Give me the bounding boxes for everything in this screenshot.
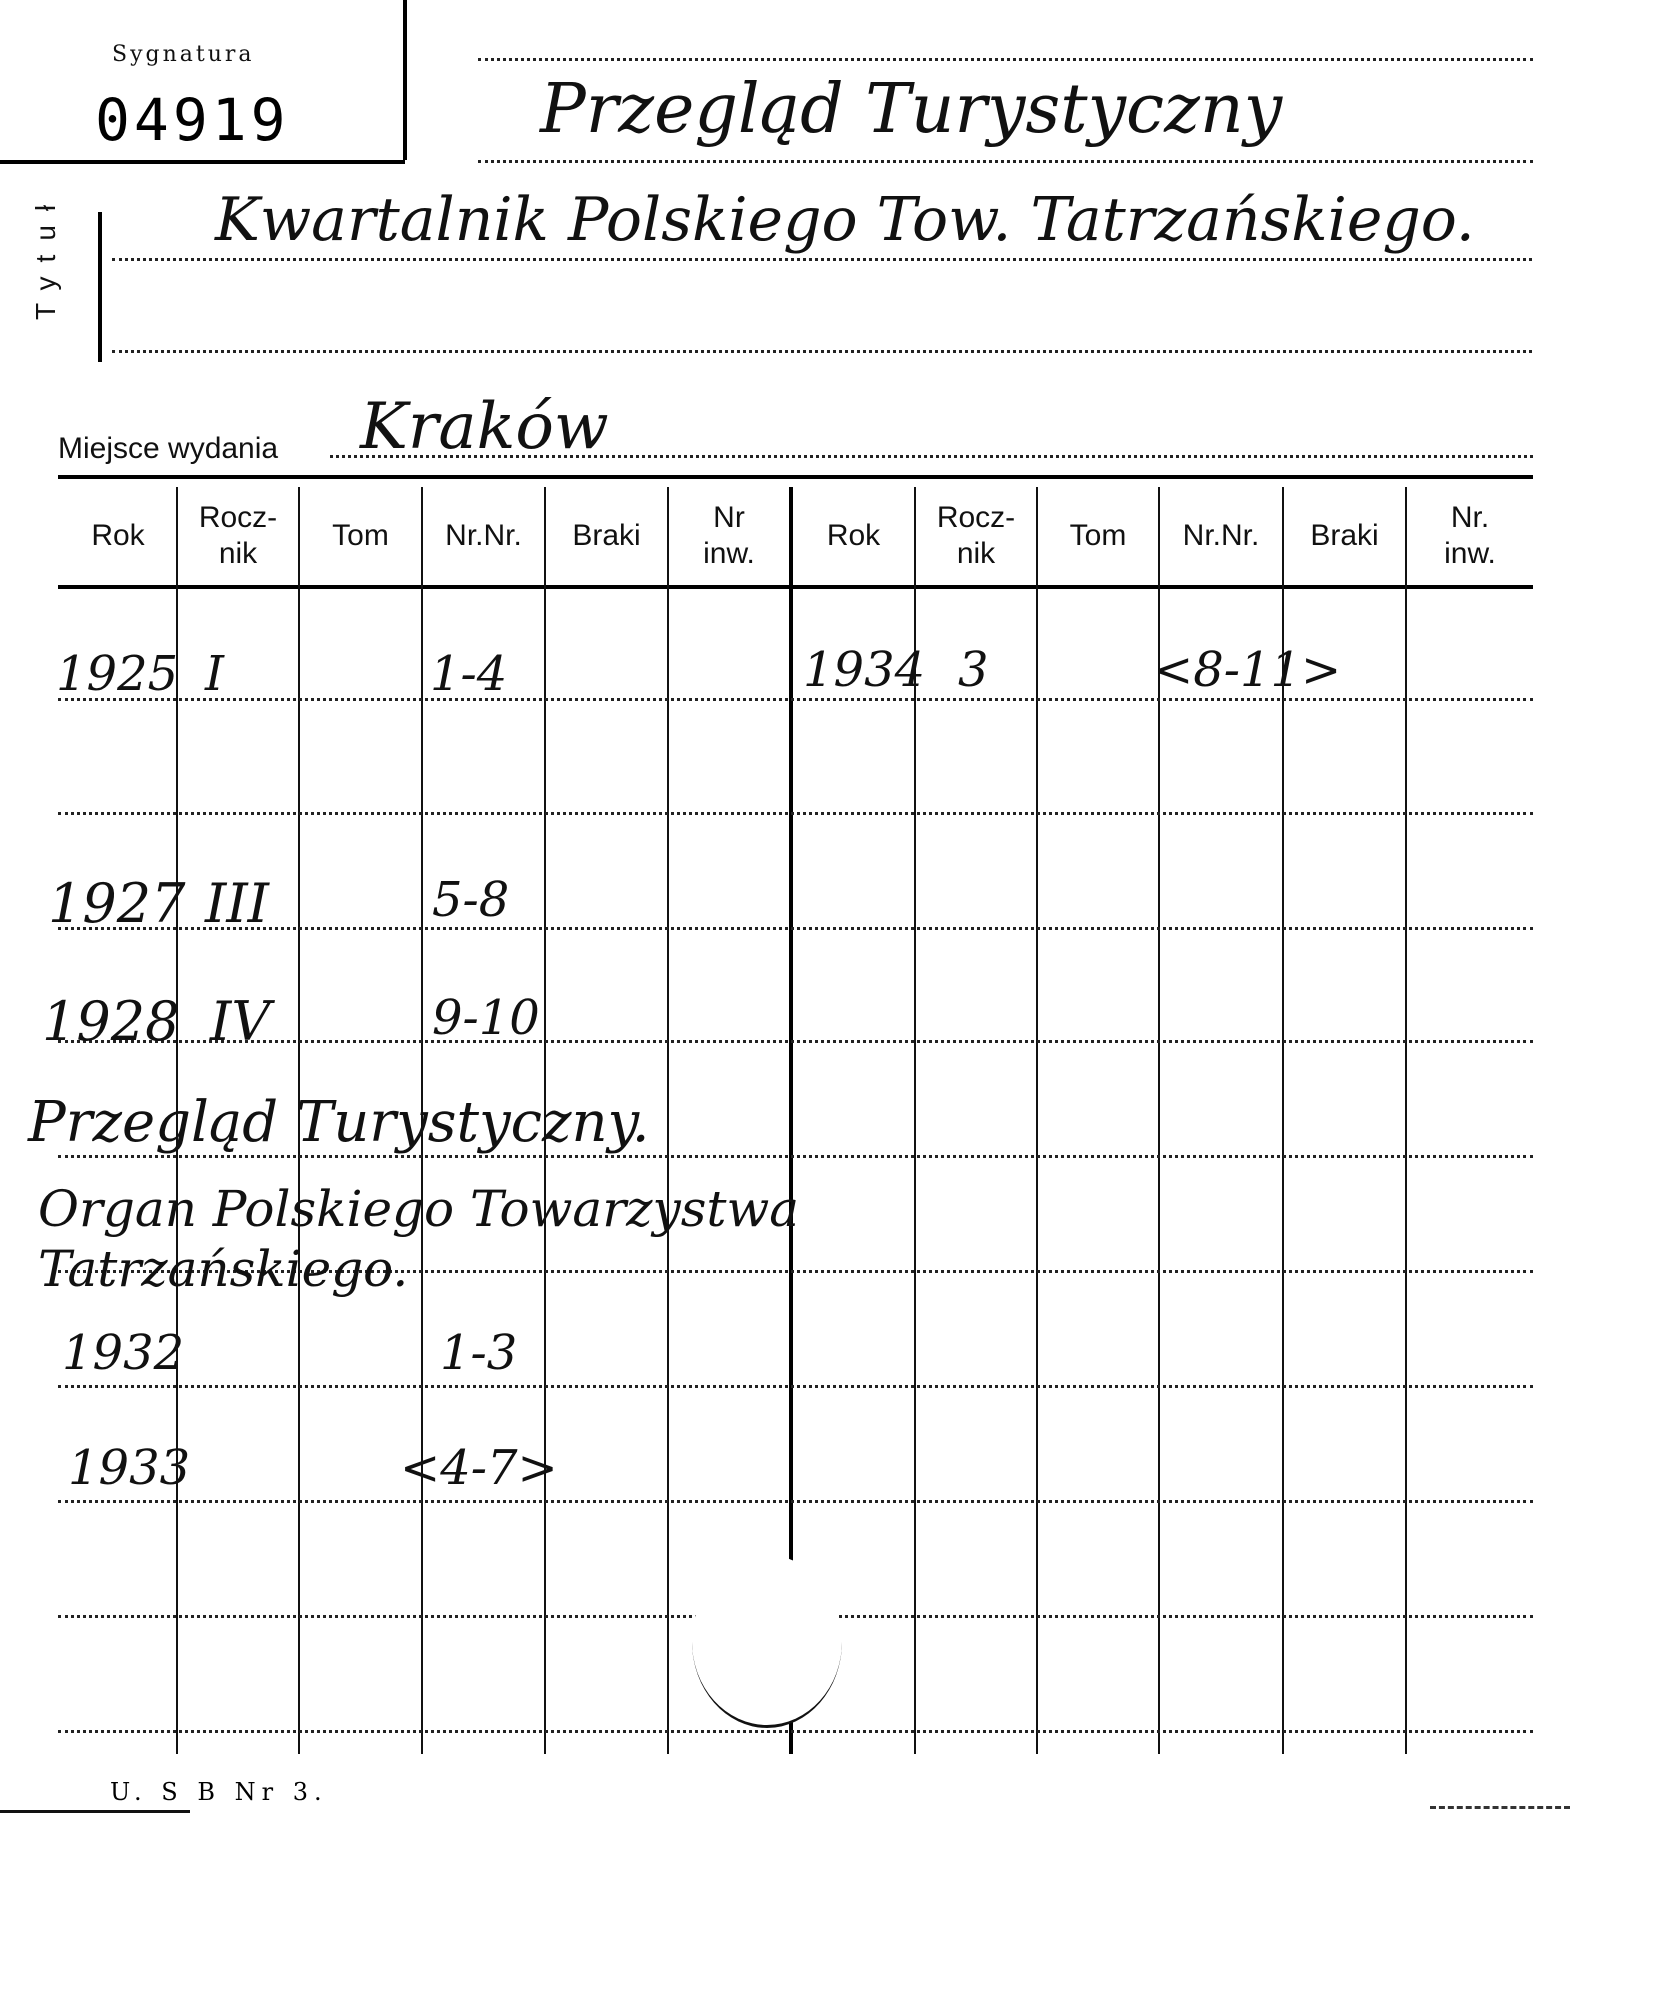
col-nrinw-right-text: Nr. inw. <box>1444 501 1496 570</box>
col-nrinw-left <box>669 500 789 572</box>
col-rocznik-left <box>178 500 298 572</box>
title-line-1: Przegląd Turystyczny <box>540 70 1283 149</box>
entry-1925-rocznik: I <box>205 646 224 702</box>
entry-1927-rocznik: III <box>205 872 269 935</box>
entry-1932-nrnr: 1-3 <box>440 1325 518 1381</box>
col-rok-left: Rok <box>91 519 145 552</box>
entry-1933-rok: 1933 <box>68 1440 191 1496</box>
col-nrinw-right <box>1407 500 1533 572</box>
col-nrnr-left: Nr.Nr. <box>445 519 522 552</box>
signature-box <box>0 0 405 165</box>
note-line-2: Organ Polskiego Towarzystwa <box>38 1180 800 1238</box>
entry-1927-rok: 1927 <box>48 872 186 935</box>
col-braki-right: Braki <box>1310 519 1379 552</box>
col-braki-left: Braki <box>572 519 641 552</box>
entry-1928-rocznik: IV <box>210 990 271 1053</box>
entry-1932-rok: 1932 <box>62 1325 185 1381</box>
footer-text: U. S B Nr 3. <box>110 1778 328 1806</box>
punch-hole <box>692 1555 842 1728</box>
note-line-1: Przegląd Turystyczny. <box>28 1090 650 1155</box>
col-tom-left: Tom <box>332 519 389 552</box>
col-rok-right: Rok <box>826 519 881 552</box>
place-value: Kraków <box>360 390 609 464</box>
note-line-3: Tatrzańskiego. <box>38 1240 409 1298</box>
col-rocznik-left-text: Rocz- nik <box>198 501 278 570</box>
col-rocznik-right-text: Rocz- nik <box>936 501 1016 570</box>
place-label: Miejsce wydania <box>58 432 279 465</box>
entry-1933-nrnr: <4-7> <box>400 1440 558 1496</box>
entry-1925-nrnr: 1-4 <box>430 646 508 702</box>
title-label: Tytuł <box>30 190 61 320</box>
title-line-2: Kwartalnik Polskiego Tow. Tatrzańskiego. <box>215 185 1475 255</box>
signature-value: 04919 <box>95 86 290 154</box>
entry-1934-nrnr: <8-11> <box>1153 642 1342 698</box>
col-rocznik-right <box>916 500 1036 572</box>
col-nrnr-right: Nr.Nr. <box>1182 519 1260 552</box>
entry-1934-rocznik: 3 <box>958 642 989 698</box>
col-tom-right: Tom <box>1069 519 1127 552</box>
entry-1934-rok: 1934 <box>803 642 926 698</box>
entry-1928-rok: 1928 <box>42 990 180 1053</box>
signature-label: Sygnatura <box>112 42 255 67</box>
entry-1925-rok: 1925 <box>56 646 179 702</box>
entry-1927-nrnr: 5-8 <box>432 872 510 928</box>
entry-1928-nrnr: 9-10 <box>432 990 540 1046</box>
col-nrinw-left-text: Nr inw. <box>703 501 755 570</box>
